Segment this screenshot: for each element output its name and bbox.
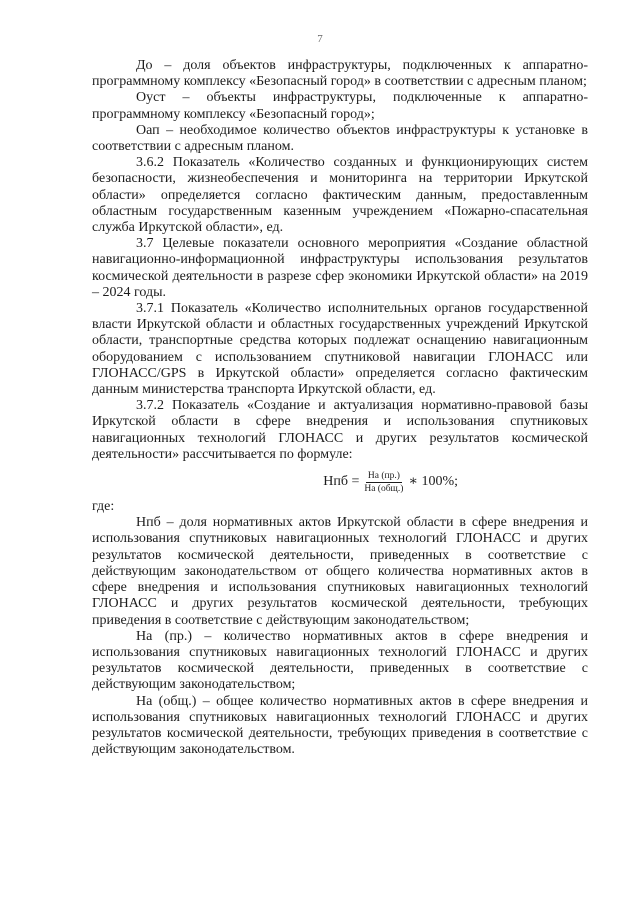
paragraph-3-6-2: 3.6.2 Показатель «Количество созданных и функционирующих систем безопасности, жизнеобеспечения и мониторинга на территории Иркутской области» определяется согласно фактическим данным, предоставленным областным государственным казенным учреждением «Пожарно-спасательная служба Иркутской области», ед. [92, 155, 588, 236]
paragraph-do-definition: До – доля объектов инфраструктуры, подключенных к аппаратно-программному комплексу «Безопасный город» в соответствии с адресным планом; [92, 58, 588, 90]
where-label: где: [92, 499, 115, 515]
page-number: 7 [317, 33, 323, 45]
formula [92, 466, 588, 498]
paragraph-na-pr-definition: На (пр.) – количество нормативных актов в сфере внедрения и использования спутниковых навигационных технологий ГЛОНАСС и других результатов космической деятельности, приведенных в соответствие с действующим законодательством; [92, 628, 588, 693]
paragraph-oap-definition: Оап – необходимое количество объектов инфраструктуры к установке в соответствии с адресным планом. [92, 122, 588, 155]
formula-numerator: На (пр.) [367, 470, 400, 481]
paragraph-3-7: 3.7 Целевые показатели основного мероприятия «Создание областной навигационно-информационной инфраструктуры использования результатов космической деятельности в разрезе сфер экономики Иркутской области» на 2019 – 2024 годы. [92, 236, 588, 300]
document-body [92, 58, 588, 758]
formula-lhs: Нпб = [323, 473, 360, 489]
paragraph-3-7-2: 3.7.2 Показатель «Создание и актуализация нормативно-правовой базы Иркутской области в сфере внедрения и использования спутниковых навигационных технологий ГЛОНАСС и других результатов космической деятельности» рассчитывается по формуле: [92, 398, 588, 462]
formula-rhs: ∗ 100%; [408, 473, 458, 489]
paragraph-npb-definition: Нпб – доля нормативных актов Иркутской области в сфере внедрения и использования спутниковых навигационных технологий ГЛОНАСС и других результатов космической деятельности, приведенных в соответствие с действующим законодательством от общего количества нормативных актов в сфере внедрения и использования спутниковых навигационных технологий ГЛОНАСС и других результатов космической деятельности, требующих приведения в соответствие с действующим законодательством; [92, 515, 588, 628]
formula-fraction [362, 470, 405, 495]
paragraph-3-7-1: 3.7.1 Показатель «Количество исполнительных органов государственной власти Иркутской области и областных государственных учреждений Иркутской области, транспортные средства которых подлежат оснащению навигационным оборудованием с использованием спутниковой навигации ГЛОНАСС или ГЛОНАСС/GPS в Иркутской области» определяется согласно фактическим данным министерства транспорта Иркутской области, ед. [92, 301, 588, 398]
formula-denominator: На (общ.) [364, 483, 404, 494]
paragraph-oust-definition: Оуст – объекты инфраструктуры, подключенные к аппаратно-программному комплексу «Безопасный город»; [92, 90, 588, 122]
paragraph-na-obsch-definition: На (общ.) – общее количество нормативных актов в сфере внедрения и использования спутниковых навигационных технологий ГЛОНАСС и других результатов космической деятельности, требующих приведения в соответствие с действующим законодательством. [92, 693, 588, 758]
